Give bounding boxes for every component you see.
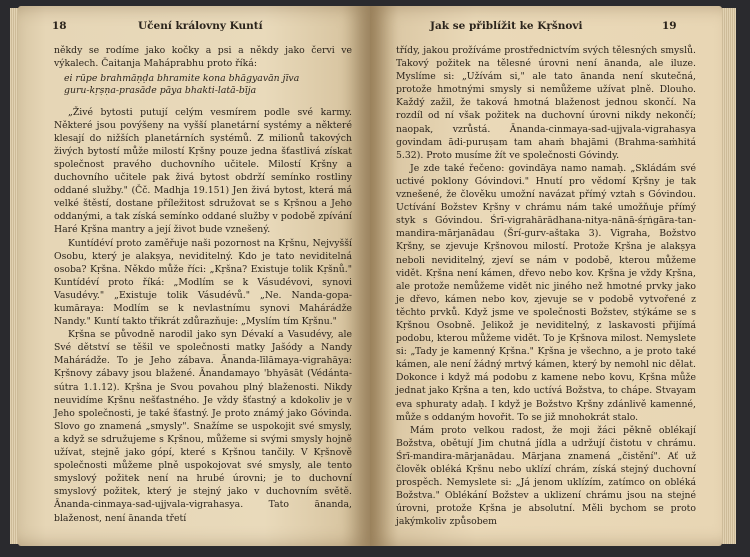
sanskrit-verse: ei rūpe brahmāṇḍa bhramite kona bhāgyavān jīva guru-kṛṣṇa-prasāde pāya bhakti-latā-bīja <box>64 73 300 97</box>
left-page <box>18 6 370 546</box>
left-page-body <box>54 44 352 525</box>
page-number-right: 19 <box>662 20 677 32</box>
paragraph: „Živé bytosti putují celým vesmírem podle své karmy. Některé jsou povýšeny na vyšší planetární systémy a některé klesají do nižších planetárních systémů. Z milionů takových živých bytostí může milostí Kṛšny pouze jedna šťastlivá získat společnost pravého duchovního učitele. Milostí Kṛšny a duchovního učitele pak živá bytost obdrží semínko rostliny oddané služby." (Čč. Madhja 19.151) Jen živá bytost, která má velké štěstí, dostane příležitost sdružovat se s Kṛšnou a Jeho oddanými, a tak získá semínko oddané služby v podobě zpívání Haré Kṛšna mantry a její život bude vznešený. <box>54 106 352 236</box>
right-page <box>370 6 722 546</box>
paragraph: Kṛšna se původně narodil jako syn Dévakí a Vasudévy, ale Své dětství se těšil ve společnosti matky Jašódy a Nandy Mahárádže. To je Jeho zábava. Ānanda-līlāmaya-vigrahāya: Kṛšnovy zábavy jsou blažené. Ānandamayo 'bhyāsāt (Védánta-sútra 1.1.12). Kṛšna je Svou povahou plný blaženosti. Nikdy neuvidíme Kṛšnu nešťastného. Je vždy šťastný a kdokoliv je v Jeho společnosti, je také šťastný. Je proto známý jako Góvinda. Slovo go znamená „smysly". Snažíme se uspokojit své smysly, a když se sdružujeme s Kṛšnou, můžeme si svými smysly hojně užívat, stejně jako gópí, které s Kṛšnou tančily. V Kṛšnově společnosti můžeme plně uspokojovat své smysly, ale tento smyslový požitek není na hrubé úrovni; je to duchovní smyslový požitek, který je stejný jako v duchovním světě. Ānanda-cinmaya-sad-ujjvala-vigrahasya. Tato ānanda, blaženost, není ānanda třetí <box>54 329 352 524</box>
page-number-left: 18 <box>52 20 67 32</box>
running-head-right: Jak se přiblížit ke Kṛšnovi <box>430 20 583 32</box>
paragraph: Je zde také řečeno: govindāya namo namaḥ. „Skládám své uctivé poklony Góvindovi." Hnutí pro vědomí Kṛšny je tak vznešené, že člověku umožní navázat přímý vztah s Góvindou. Uctívání Božstev Kṛšny v chrámu nám také umožňuje přímý styk s Góvindou. Śrī-vigrahārādhana-nitya-nānā-śṛṅgāra-tan-mandira-mārjanādau (Šrí-gurv-aštaka 3). Vigraha, Božstvo Kṛšny, se zjevuje Kṛšnovou milostí. Protože Kṛšna je alakṣya neboli neviditelný, zjeví se nám v podobě, kterou můžeme vidět. Kṛšna není kámen, dřevo nebo kov. Kṛšna je vždy Kṛšna, ale protože nemůžeme vidět nic jiného než hmotné prvky jako je dřevo, kámen nebo kov, zjevuje se v podobě vytvořené z těchto prvků. Když jsme ve společnosti Božstev, stýkáme se s Kṛšnou Osobně. Jelikož je neviditelný, z laskavosti přijímá podobu, kterou můžeme vidět. To je Kṛšnova milost. Nemyslete si: „Tady je kamenný Kṛšna." Kṛšna je všechno, a je proto také kámen, ale není žádný mrtvý kámen, který by nemohl nic dělat. Dokonce i když má podobu z kamene nebo kovu, Kṛšna může jednat jako Kṛšna a ten, kdo uctívá Božstva, to chápe. Stvayam eva sphuraty adaḥ. I když je Božstvo Kṛšny zdánlivě kamenné, může s oddaným hovořit. To se již mnohokrát stalo. <box>396 162 696 423</box>
page-edges-right <box>722 8 736 544</box>
paragraph: někdy se rodíme jako kočky a psi a někdy jako červi ve výkalech. Čaitanja Maháprabhu proto říká: <box>54 45 352 70</box>
running-head-left: Učení královny Kuntí <box>138 20 263 32</box>
paragraph: třídy, jakou prožíváme prostřednictvím svých tělesných smyslů. Takový požitek na tělesné úrovni není ānanda, ale iluze. Myslíme si: „Užívám si," ale tato ānanda není skutečná, protože hmotnými smysly si nemůžeme užívat plně. Dlouho. Každý zažil, že taková hmotná blaženost jednou skončí. Na rozdíl od ní však požitek na duchovní úrovni nikdy nekončí; naopak, vzrůstá. Ānanda-cinmaya-sad-ujjvala-vigrahasya govindam ādi-puruṣam tam ahaṁ bhajāmi (Brahma-saṁhitá 5.32). Proto musíme žít ve společnosti Góvindy. <box>396 45 696 161</box>
paragraph: Mám proto velkou radost, že moji žáci pěkně oblékají Božstva, obětují Jim chutná jídla a udržují čistotu v chrámu. Śrī-mandira-mārjanādau. Mārjana znamená „čistění". Ať už člověk obléká Kṛšnu nebo uklízí chrám, získá stejný duchovní prospěch. Nemyslete si: „Já jenom uklízím, zatímco on obléká Božstva." Oblékání Božstev a uklizení chrámu jsou na stejné úrovni, protože Kṛšna je absolutní. Měli bychom se proto jakýmkoliv způsobem <box>396 424 696 528</box>
paragraph: Kuntídéví proto zaměřuje naši pozornost na Kṛšnu, Nejvyšší Osobu, který je alakṣya, neviditelný. Kdo je tato neviditelná osoba? Kṛšna. Někdo může říci: „Kṛšna? Existuje tolik Kṛšnů." Kuntídéví proto říká: „Modlím se k Vásudévovi, synovi Vasudévy." „Existuje tolik Vásudévů." „Ne. Nanda-gopa-kumāraya: Modlím se k nevlastnímu synovi Mahárádže Nandy." Kuntí takto třikrát zdůrazňuje: „Myslím tím Kṛšnu." <box>54 237 352 328</box>
right-page-body <box>396 44 696 528</box>
